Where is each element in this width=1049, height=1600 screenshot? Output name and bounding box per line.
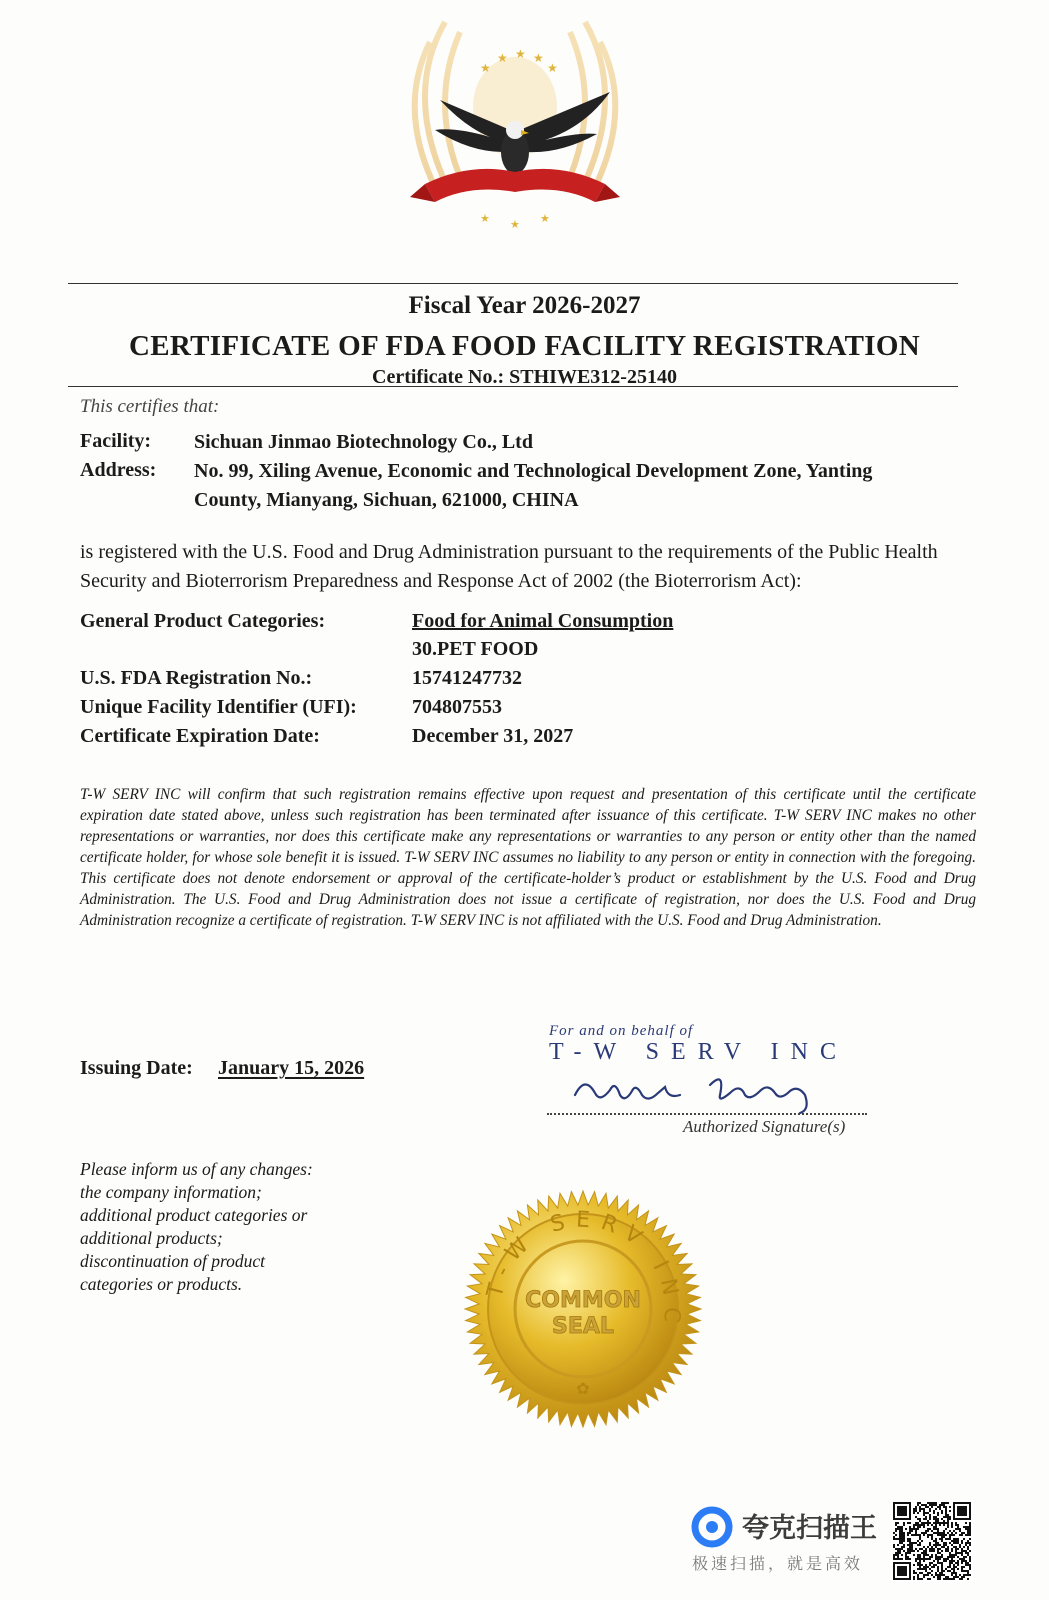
handwritten-signature: [570, 1065, 840, 1115]
top-divider: [68, 283, 958, 284]
categories-sub-value: 30.PET FOOD: [412, 638, 539, 660]
scanner-app-name: 夸克扫描王: [742, 1513, 877, 1544]
authorized-signature-label: Authorized Signature(s): [683, 1117, 846, 1136]
ufi-value: 704807553: [412, 696, 502, 718]
changes-line: categories or products.: [80, 1274, 243, 1294]
facility-value: Sichuan Jinmao Biotechnology Co., Ltd: [194, 431, 533, 453]
address-label: Address:: [80, 459, 157, 481]
changes-line: additional product categories or: [80, 1205, 308, 1225]
expiration-value: December 31, 2027: [412, 725, 574, 747]
fiscal-year: Fiscal Year 2026-2027: [408, 292, 641, 319]
categories-label: General Product Categories:: [80, 610, 326, 632]
eagle-emblem-logo: [385, 12, 645, 242]
changes-line: discontinuation of product: [80, 1251, 266, 1271]
signature-line: [547, 1113, 867, 1115]
categories-value: Food for Animal Consumption: [412, 610, 674, 632]
issuing-date-label: Issuing Date:: [80, 1057, 193, 1079]
changes-line: Please inform us of any changes:: [80, 1159, 313, 1179]
svg-text:★: ★: [547, 61, 558, 75]
disclaimer-text: T-W SERV INC will confirm that such registration remains effective upon request and presentation of this certificate until the certificate expiration date stated above, unless such registration has been terminated after issuance of this certificate. T-W SERV INC makes no other representations or warranties, nor does this certificate make any representations or warranties to any person or entity other than the named certificate holder, for whose sole benefit it is issued. T-W SERV INC assumes no liability to any person or entity in connection with the foregoing. This certificate does not denote endorsement or approval of the certificate-holder’s product or establishment by the U.S. Food and Drug Administration. The U.S. Food and Drug Administration does not issue a certificate of registration, nor does the U.S. Food and Drug Administration recognize a certificate of registration. T-W SERV INC is not affiliated with the U.S. Food and Drug Administration.: [80, 786, 976, 929]
qr-code: [891, 1500, 973, 1582]
svg-text:★: ★: [515, 47, 526, 61]
seal-flower-icon: ✿: [576, 1381, 590, 1398]
seal-center-line-1: COMMON: [525, 1288, 641, 1313]
title-divider: [68, 386, 958, 387]
changes-line: the company information;: [80, 1182, 262, 1202]
registered-statement: is registered with the U.S. Food and Drug Administration pursuant to the requirements of the Public Health Security and Bioterrorism Preparedness and Response Act of 2002 (the Bioterrorism Act):: [80, 541, 938, 592]
seal-ring-text: T-W SERV INC: [482, 1207, 685, 1334]
address-line-1: No. 99, Xiling Avenue, Economic and Technological Development Zone, Yanting: [194, 460, 873, 482]
svg-text:★: ★: [540, 213, 550, 225]
changes-notice: [80, 1158, 380, 1296]
certificate-number: Certificate No.: STHIWE312-25140: [372, 366, 677, 388]
svg-text:★: ★: [480, 61, 491, 75]
svg-text:★: ★: [480, 213, 490, 225]
changes-line: additional products;: [80, 1228, 223, 1248]
facility-label: Facility:: [80, 430, 152, 452]
address-line-2: County, Mianyang, Sichuan, 621000, CHINA: [194, 489, 579, 511]
registration-value: 15741247732: [412, 667, 522, 689]
ufi-label: Unique Facility Identifier (UFI):: [80, 696, 357, 718]
svg-text:★: ★: [533, 51, 544, 65]
on-behalf-text: For and on behalf of: [549, 1023, 694, 1039]
certifies-text: This certifies that:: [80, 396, 220, 417]
svg-text:★: ★: [497, 51, 508, 65]
common-seal: [463, 1189, 703, 1429]
seal-center-line-2: SEAL: [552, 1314, 614, 1339]
scanner-app-logo-icon: [690, 1505, 734, 1549]
scanner-slogan: 极速扫描，就是高效: [692, 1554, 864, 1573]
issuer-company: T-W SERV INC: [549, 1039, 848, 1065]
issuing-date-value: January 15, 2026: [218, 1057, 365, 1079]
registration-label: U.S. FDA Registration No.:: [80, 667, 313, 689]
certificate-title: CERTIFICATE OF FDA FOOD FACILITY REGISTRATION: [128, 330, 920, 362]
expiration-label: Certificate Expiration Date:: [80, 725, 320, 747]
svg-text:★: ★: [510, 219, 520, 231]
